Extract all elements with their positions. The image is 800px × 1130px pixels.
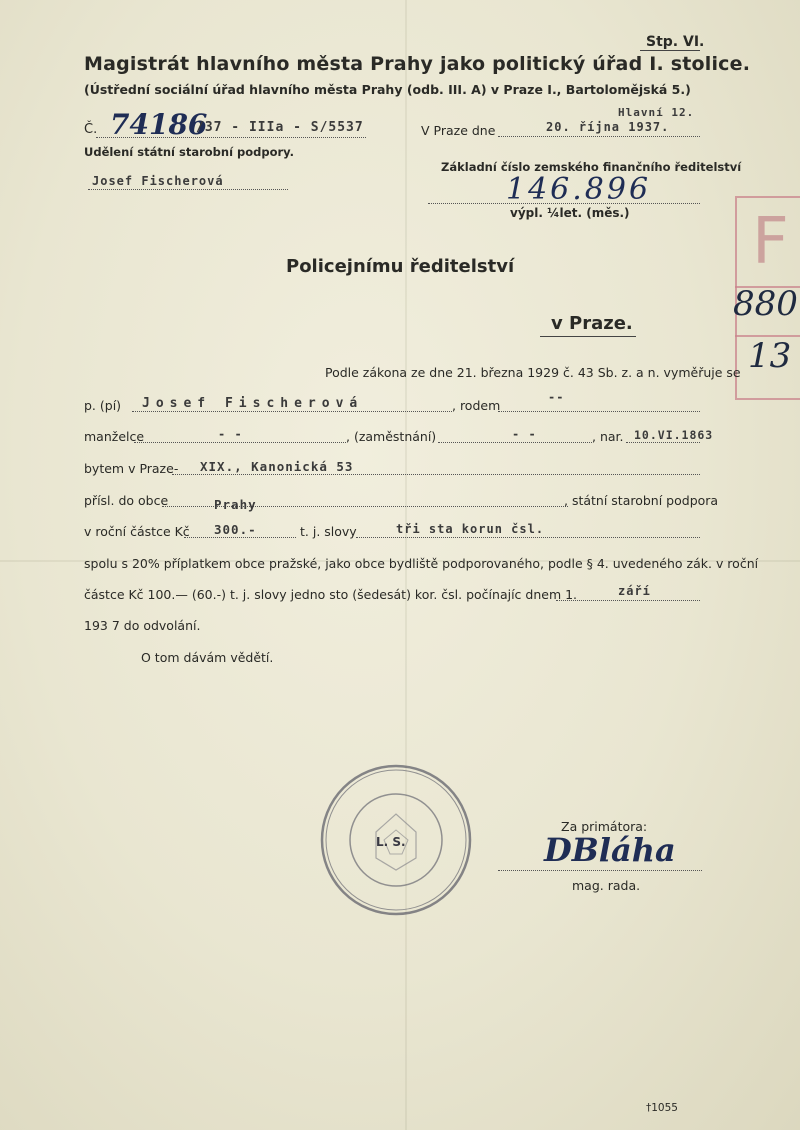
red-stamp-number-2: 13 (748, 336, 792, 376)
bytem-label: bytem v Praze- (84, 461, 179, 476)
signature-title: mag. rada. (572, 878, 641, 893)
castka2-text: částce Kč 100.— (60.-) t. j. slovy jedno sto (šedesát) kor. čsl. počínajíc dnem 1. (84, 587, 578, 602)
dotted-line (132, 411, 452, 412)
castka-label: v roční částce Kč (84, 524, 190, 539)
dotted-line (498, 870, 702, 871)
footer-code: †1055 (646, 1102, 678, 1114)
rodem-label: , rodem (452, 398, 501, 413)
reference-subject: Udělení státní starobní podpory. (84, 145, 294, 159)
reference-number-typed: /37 - IIIa - S/5537 (196, 120, 364, 135)
closing-text: O tom dávám vědětí. (141, 650, 274, 665)
signature-handwritten: DBláha (544, 831, 676, 869)
date-prefix: V Praze dne (421, 123, 496, 138)
red-stamp-number-1: 880 (733, 284, 798, 324)
dotted-line (356, 537, 700, 538)
reference-number-handwritten: 74186 (110, 108, 208, 141)
signature-for-label: Za primátora: (561, 819, 648, 834)
nar-value: 10.VI.1863 (634, 428, 714, 442)
dotted-line (498, 411, 700, 412)
finance-number-handwritten: 146.896 (506, 172, 652, 207)
dotted-line (428, 203, 700, 204)
slovy-label: t. j. slovy (300, 524, 357, 539)
date-typed: 20. října 1937. (546, 120, 670, 134)
addressee-line1: Policejnímu ředitelství (286, 256, 515, 277)
page-title: Magistrát hlavního města Prahy jako politický úřad I. stolice. (84, 53, 751, 75)
castka-value: 300.- (214, 522, 257, 537)
rodem-value: -- (548, 390, 565, 404)
bytem-value: XIX., Kanonická 53 (200, 459, 354, 474)
manzelce-value: - - (218, 427, 243, 441)
castka2-date: září (618, 584, 651, 598)
seal-center-text: L. S. (376, 835, 406, 849)
reference-c-label: Č. (84, 122, 98, 137)
page-subtitle: (Ústřední sociální úřad hlavního města Prahy (odb. III. A) v Praze I., Bartolomějská 5.) (84, 82, 691, 97)
red-stamp-letter: F (752, 205, 789, 279)
dotted-line (172, 474, 700, 475)
divider (640, 50, 700, 51)
slovy-value: tři sta korun čsl. (396, 522, 545, 536)
official-seal (318, 762, 474, 918)
body-intro: Podle zákona ze dne 21. března 1929 č. 43 Sb. z. a n. vyměřuje se (325, 365, 741, 380)
dotted-line (438, 442, 592, 443)
dotted-line (134, 442, 346, 443)
dotted-line (88, 189, 288, 190)
dotted-line (498, 136, 700, 137)
stp-label: Stp. VI. (646, 34, 705, 50)
zamestnani-value: - - (512, 427, 537, 441)
addressee-line2: v Praze. (551, 313, 633, 334)
finance-label: Základní číslo zemského finančního ředitelství (441, 160, 742, 174)
zamestnani-label: , (zaměstnání) (346, 429, 437, 444)
date-above-typed: Hlavní 12. (618, 106, 695, 119)
dotted-line (556, 600, 700, 601)
prisl-label: přísl. do obce (84, 493, 169, 508)
recipient-typed: Josef Fischerová (92, 174, 224, 188)
dotted-line (626, 442, 700, 443)
prisl-value: Prahy (214, 497, 257, 512)
rok-line: 193 7 do odvolání. (84, 618, 201, 633)
finance-vypl: výpl. ¼let. (měs.) (510, 206, 630, 220)
divider (540, 336, 636, 337)
spolu-text: spolu s 20% příplatkem obce pražské, jako obce bydliště podporovaného, podle § 4. uvedeného zák. v roční (84, 556, 759, 571)
statni-label: , státní starobní podpora (564, 493, 719, 508)
p-label: p. (pí) (84, 398, 122, 413)
p-value: Josef Fischerová (142, 396, 364, 411)
manzelce-label: manželce (84, 429, 145, 444)
nar-label: , nar. (592, 429, 624, 444)
dotted-line (96, 137, 366, 138)
dotted-line (184, 537, 296, 538)
